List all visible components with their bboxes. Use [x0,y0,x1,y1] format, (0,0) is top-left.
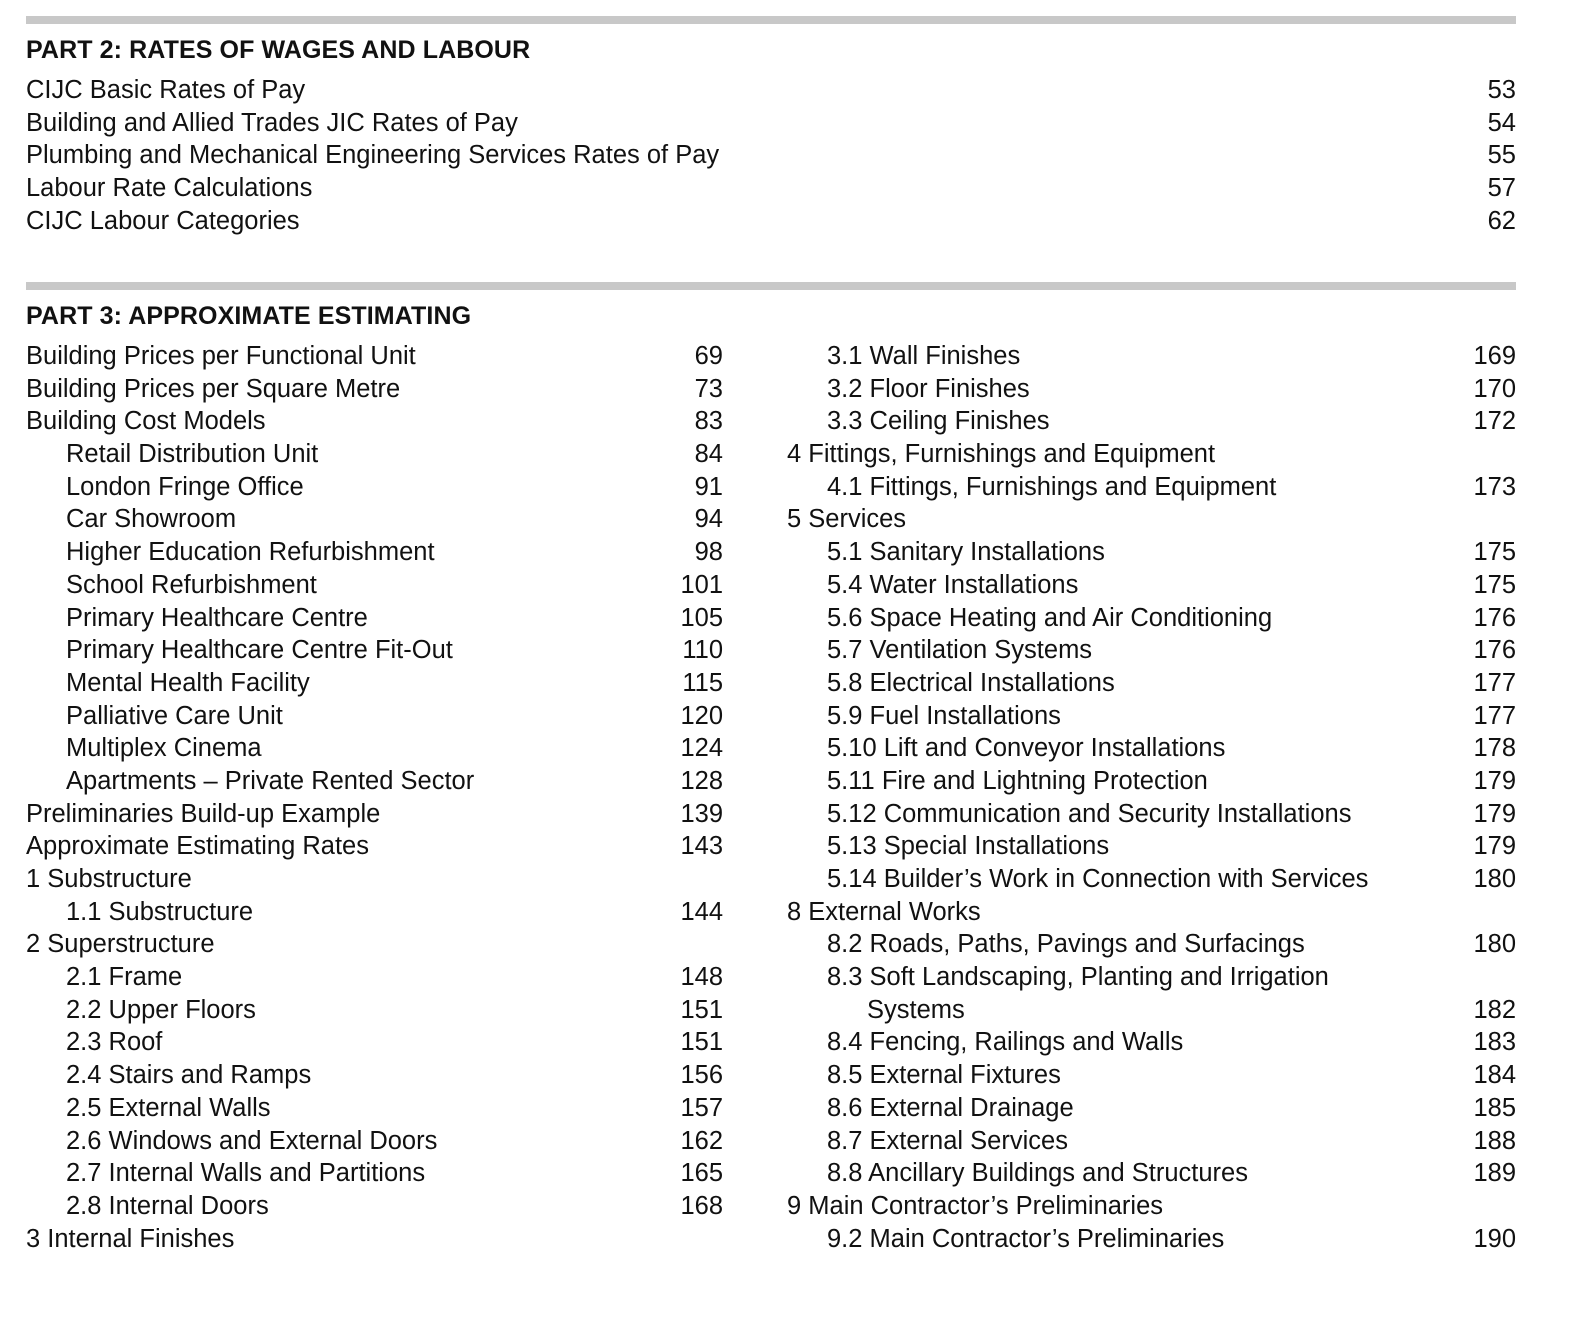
toc-entry[interactable] [26,107,1516,140]
toc-entry[interactable] [26,1059,723,1092]
toc-entry[interactable] [787,700,1516,733]
toc-entry-page-number: 148 [680,963,723,992]
toc-entry[interactable] [787,830,1516,863]
toc-entry-page-number: 177 [1473,668,1516,697]
toc-entry[interactable] [26,569,723,602]
toc-entry[interactable] [787,667,1516,700]
toc-entry-page-number: 165 [680,1159,723,1188]
toc-entry-page-number: 144 [680,897,723,926]
toc-entry[interactable] [26,1190,723,1223]
toc-entry-title: Approximate Estimating Rates [26,832,369,861]
toc-entry[interactable] [26,139,1516,172]
toc-entry-page-number: 168 [680,1191,723,1220]
toc-entry-page-number: 53 [1487,76,1516,104]
toc-entry[interactable] [787,1092,1516,1125]
toc-entry-title: 5.12 Communication and Security Installations [827,799,1352,828]
toc-entry-page-number: 139 [680,799,723,828]
toc-entry-title: 5.7 Ventilation Systems [827,636,1093,665]
toc-entry-title: 8.7 External Services [827,1126,1068,1155]
toc-entry[interactable] [787,765,1516,798]
part2-section [26,16,1516,237]
toc-entry[interactable] [787,961,1516,994]
toc-entry-title: 8.3 Soft Landscaping, Planting and Irrigation [827,963,1329,992]
toc-entry-title: Primary Healthcare Centre [66,603,368,632]
toc-entry[interactable] [787,732,1516,765]
toc-entry[interactable] [26,536,723,569]
toc-entry[interactable] [787,569,1516,602]
toc-entry-title: 3 Internal Finishes [26,1224,235,1253]
toc-entry[interactable] [26,830,723,863]
toc-entry-title: 5.6 Space Heating and Air Conditioning [827,603,1273,632]
toc-entry[interactable] [26,205,1516,238]
toc-entry-title: Palliative Care Unit [66,701,283,730]
toc-entry-page-number: 55 [1487,141,1516,170]
toc-entry-title: 8.2 Roads, Paths, Pavings and Surfacings [827,930,1305,959]
toc-entry-title: 5.14 Builder’s Work in Connection with Services [827,865,1369,893]
toc-entry-title: Labour Rate Calculations [26,174,313,203]
toc-entry-title: 2.3 Roof [66,1028,163,1057]
part3-heading: PART 3: APPROXIMATE ESTIMATING [26,302,472,330]
toc-entry-title: 8.6 External Drainage [827,1093,1074,1122]
toc-entry-title: 5.10 Lift and Conveyor Installations [827,734,1226,763]
toc-entry-page-number: 175 [1473,570,1516,599]
toc-entry-title: 5.11 Fire and Lightning Protection [827,766,1208,795]
toc-entry-title: 8.8 Ancillary Buildings and Structures [827,1159,1248,1188]
toc-entry[interactable] [787,602,1516,635]
toc-entry[interactable] [26,928,723,961]
toc-entry-title: 5.8 Electrical Installations [827,668,1115,697]
toc-entry-page-number: 57 [1487,174,1516,203]
toc-entry-title: 2.1 Frame [66,963,183,992]
toc-entry-title: Building Prices per Square Metre [26,374,401,403]
toc-entry-title: 3.2 Floor Finishes [827,374,1030,403]
toc-entry-page-number: 105 [680,603,723,632]
toc-entry-title: 5 Services [787,505,907,534]
toc-entry-page-number: 120 [680,701,723,730]
toc-entry-title: Building Cost Models [26,407,266,436]
toc-entry-page-number: 180 [1473,865,1516,893]
toc-entry-title: Preliminaries Build-up Example [26,799,381,828]
toc-entry-title: 1 Substructure [26,865,192,893]
toc-entry-page-number: 124 [680,734,723,763]
toc-entry[interactable] [26,732,723,765]
toc-entry[interactable] [787,863,1516,896]
toc-entry-page-number: 143 [680,832,723,861]
toc-entry-page-number: 175 [1473,538,1516,567]
toc-entry[interactable] [26,1125,723,1158]
toc-entry-page-number: 151 [680,995,723,1024]
toc-entry-title: School Refurbishment [66,570,317,599]
toc-entry-title: Retail Distribution Unit [66,440,319,469]
toc-entry-title: Primary Healthcare Centre Fit-Out [66,636,453,665]
toc-entry[interactable] [26,1092,723,1125]
toc-entry-title: 2.4 Stairs and Ramps [66,1061,312,1090]
toc-entry-title: 2.6 Windows and External Doors [66,1126,438,1155]
toc-entry[interactable] [26,1223,723,1256]
toc-entry-title: Multiplex Cinema [66,734,262,763]
toc-entry-title: 9 Main Contractor’s Preliminaries [787,1191,1164,1220]
part3-columns [26,340,1516,1260]
toc-entry-page-number: 62 [1487,206,1516,235]
toc-entry-page-number: 182 [1473,995,1516,1024]
toc-entry-title: Systems [867,995,965,1024]
toc-entry[interactable] [787,471,1516,504]
toc-entry-title: 3.1 Wall Finishes [827,342,1021,370]
toc-entry-title: CIJC Basic Rates of Pay [26,76,306,104]
toc-entry-page-number: 179 [1473,832,1516,861]
toc-entry[interactable] [26,503,723,536]
toc-entry[interactable] [26,798,723,831]
toc-entry-page-number: 179 [1473,766,1516,795]
part2-heading: PART 2: RATES OF WAGES AND LABOUR [26,36,531,64]
toc-entry-page-number: 101 [680,570,723,599]
toc-entry-page-number: 189 [1473,1159,1516,1188]
toc-entry[interactable] [787,1125,1516,1158]
toc-entry-title: 2 Superstructure [26,930,215,959]
toc-entry[interactable] [787,536,1516,569]
toc-entry[interactable] [787,405,1516,438]
toc-entry-title: 2.2 Upper Floors [66,995,256,1024]
toc-entry[interactable] [787,928,1516,961]
toc-entry-title: London Fringe Office [66,472,304,501]
toc-entry-title: CIJC Labour Categories [26,206,300,235]
toc-entry-page-number: 84 [694,440,723,469]
toc-entry[interactable] [787,1157,1516,1190]
toc-entry[interactable] [26,863,723,896]
toc-entry[interactable] [26,667,723,700]
toc-entry-page-number: 162 [680,1126,723,1155]
toc-entry-title: 2.7 Internal Walls and Partitions [66,1159,426,1188]
toc-entry[interactable] [26,1026,723,1059]
toc-entry[interactable] [26,340,723,373]
part3-section [26,282,1516,1260]
toc-entry-title: 1.1 Substructure [66,897,254,926]
toc-entry-title: 4.1 Fittings, Furnishings and Equipment [827,472,1277,501]
toc-entry[interactable] [26,896,723,929]
toc-entry-page-number: 180 [1473,930,1516,959]
toc-entry-title: 2.5 External Walls [66,1093,271,1122]
toc-entry-title: Higher Education Refurbishment [66,538,435,567]
toc-entry-page-number: 170 [1473,374,1516,403]
toc-entry-title: Plumbing and Mechanical Engineering Services Rates of Pay [26,141,720,170]
toc-entry-title: Mental Health Facility [66,668,310,697]
toc-entry[interactable] [787,798,1516,831]
toc-entry-page-number: 184 [1473,1061,1516,1090]
toc-entry-title: 5.1 Sanitary Installations [827,538,1105,567]
toc-entry-title: 3.3 Ceiling Finishes [827,407,1050,436]
part2-entry-list [26,74,1516,237]
toc-entry-page-number: 172 [1473,407,1516,436]
section-divider [26,16,1516,24]
toc-entry-page-number: 179 [1473,799,1516,828]
toc-entry[interactable] [26,994,723,1027]
toc-entry-page-number: 185 [1473,1093,1516,1122]
toc-entry-page-number: 178 [1473,734,1516,763]
section-divider [26,282,1516,290]
toc-entry[interactable] [787,994,1516,1027]
toc-entry-title: Building and Allied Trades JIC Rates of Pay [26,108,518,137]
toc-entry-page-number: 98 [694,538,723,567]
toc-entry[interactable] [787,896,1516,929]
toc-entry[interactable] [787,634,1516,667]
toc-entry[interactable] [26,172,1516,205]
toc-entry-page-number: 177 [1473,701,1516,730]
toc-entry-title: Building Prices per Functional Unit [26,342,416,370]
toc-entry-page-number: 176 [1473,603,1516,632]
toc-entry-page-number: 156 [680,1061,723,1090]
toc-entry[interactable] [26,373,723,406]
toc-entry-title: 4 Fittings, Furnishings and Equipment [787,440,1216,469]
toc-entry[interactable] [26,471,723,504]
toc-entry-page-number: 110 [682,636,723,665]
toc-entry[interactable] [787,1059,1516,1092]
toc-entry-page-number: 128 [680,766,723,795]
toc-entry[interactable] [26,74,1516,107]
toc-entry-title: 9.2 Main Contractor’s Preliminaries [827,1224,1225,1253]
toc-entry-page-number: 190 [1473,1224,1516,1253]
toc-entry-page-number: 83 [694,407,723,436]
toc-entry-title: Car Showroom [66,505,237,534]
toc-entry[interactable] [26,765,723,798]
toc-entry-title: Apartments – Private Rented Sector [66,766,475,795]
toc-entry[interactable] [787,340,1516,373]
toc-entry-page-number: 173 [1473,472,1516,501]
toc-entry-title: 8.4 Fencing, Railings and Walls [827,1028,1184,1057]
toc-entry[interactable] [787,438,1516,471]
toc-entry[interactable] [787,1190,1516,1223]
toc-entry[interactable] [787,1223,1516,1256]
toc-entry-page-number: 151 [680,1028,723,1057]
toc-entry[interactable] [26,438,723,471]
toc-entry[interactable] [787,373,1516,406]
toc-entry-page-number: 69 [694,342,723,370]
toc-entry-page-number: 91 [694,472,723,501]
toc-entry-title: 8 External Works [787,897,981,926]
toc-entry-page-number: 188 [1473,1126,1516,1155]
part3-left-column [26,340,723,1255]
toc-entry[interactable] [787,1026,1516,1059]
toc-entry-title: 5.4 Water Installations [827,570,1079,599]
toc-entry-title: 5.13 Special Installations [827,832,1110,861]
toc-entry[interactable] [26,1157,723,1190]
toc-entry-page-number: 169 [1473,342,1516,370]
toc-entry-page-number: 115 [682,668,723,697]
toc-entry[interactable] [26,700,723,733]
toc-entry[interactable] [26,961,723,994]
toc-entry[interactable] [26,602,723,635]
toc-entry-title: 5.9 Fuel Installations [827,701,1061,730]
toc-entry-page-number: 183 [1473,1028,1516,1057]
toc-entry-page-number: 73 [694,374,723,403]
toc-entry[interactable] [26,405,723,438]
toc-entry-title: 2.8 Internal Doors [66,1191,269,1220]
toc-entry-title: 8.5 External Fixtures [827,1061,1061,1090]
toc-entry-page-number: 157 [680,1093,723,1122]
toc-entry-page-number: 176 [1473,636,1516,665]
toc-entry[interactable] [787,503,1516,536]
toc-entry-page-number: 94 [694,505,723,534]
part3-right-column [787,340,1516,1255]
toc-entry[interactable] [26,634,723,667]
toc-entry-page-number: 54 [1487,108,1516,137]
